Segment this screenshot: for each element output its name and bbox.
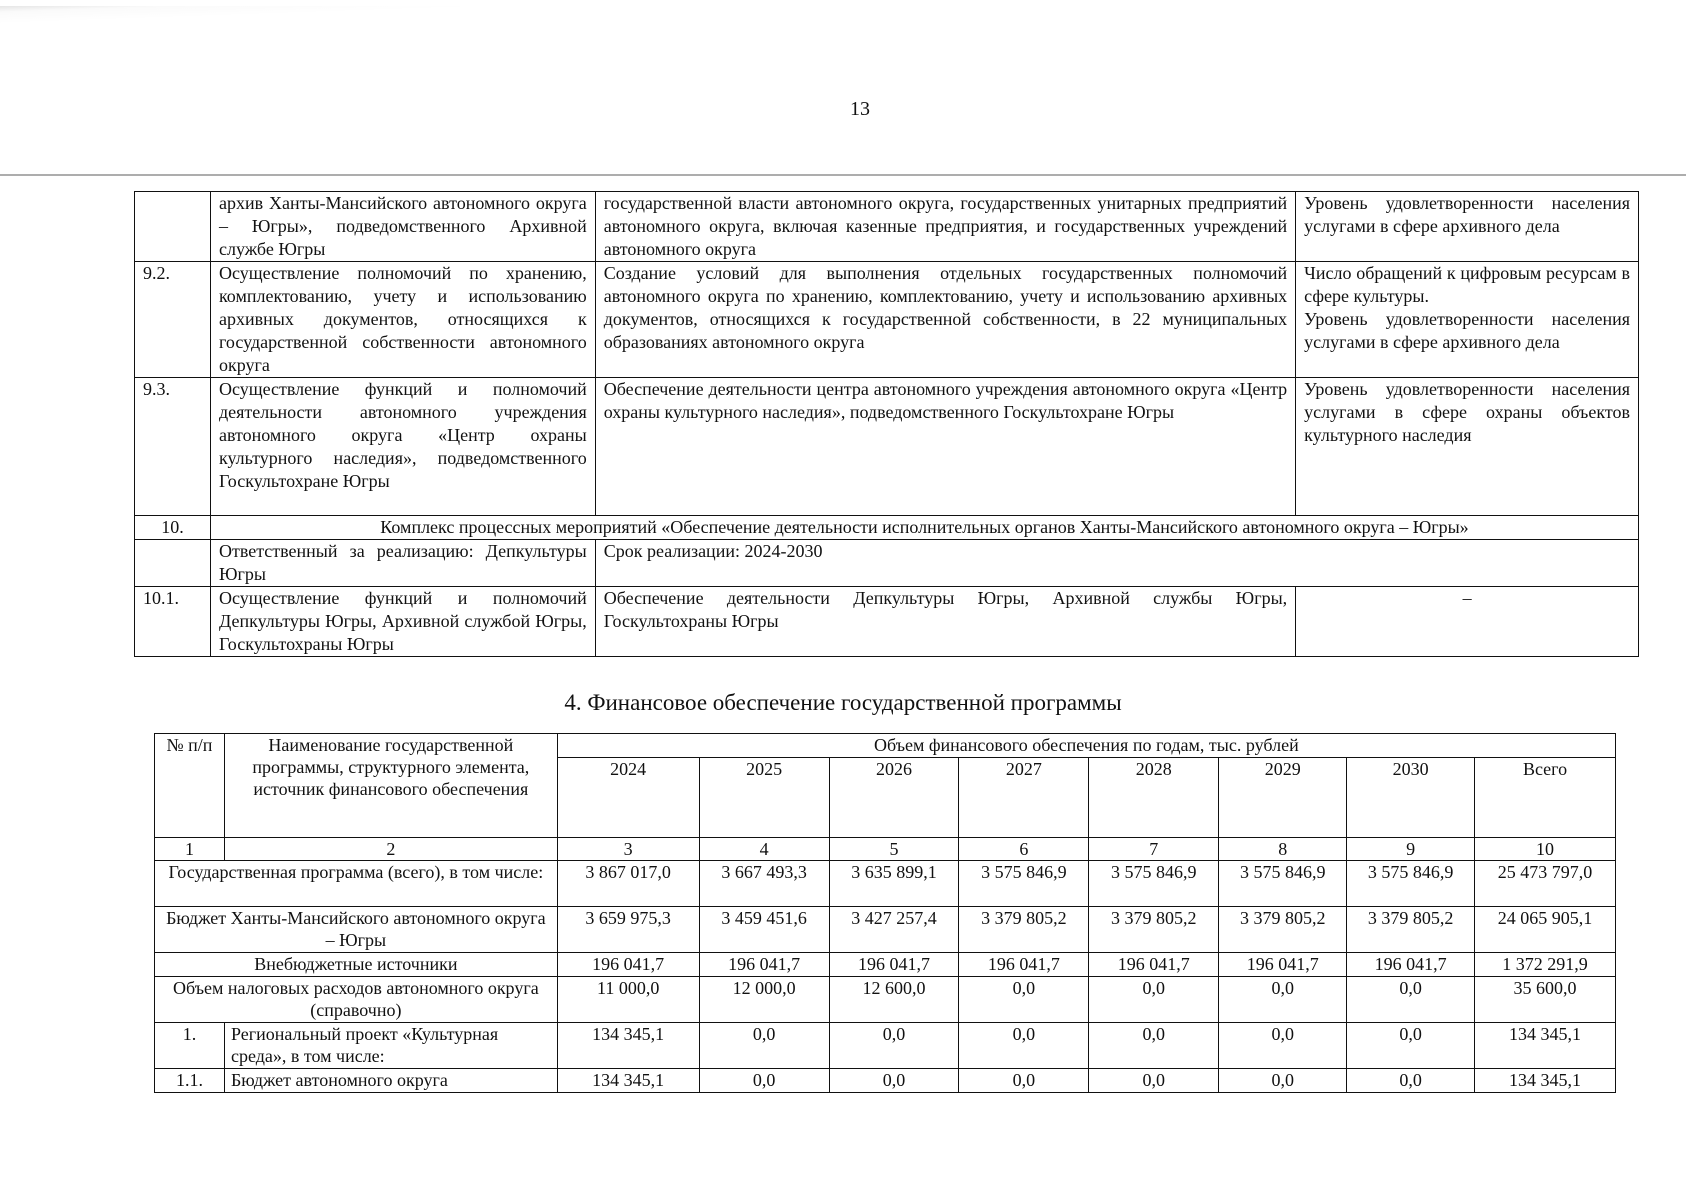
row-value: 12 000,0 bbox=[699, 977, 829, 1023]
page-number: 13 bbox=[850, 98, 870, 120]
header-num: № п/п bbox=[155, 734, 225, 838]
row-value: 196 041,7 bbox=[1347, 953, 1475, 977]
row-value: 0,0 bbox=[1219, 1023, 1347, 1069]
row-value: 3 427 257,4 bbox=[829, 907, 959, 953]
row-number: 9.2. bbox=[135, 262, 211, 378]
scan-crease-line bbox=[0, 174, 1686, 176]
table-row bbox=[155, 907, 1616, 953]
table-row-complex bbox=[135, 516, 1639, 540]
implementation-period: Срок реализации: 2024-2030 bbox=[595, 540, 1638, 587]
header-year: 2029 bbox=[1219, 758, 1347, 838]
header-volume: Объем финансового обеспечения по годам, тыс. рублей bbox=[557, 734, 1615, 758]
header-year: 2027 bbox=[959, 758, 1089, 838]
row-name: Бюджет Ханты-Мансийского автономного округа – Югры bbox=[155, 907, 558, 953]
table-row bbox=[135, 192, 1639, 262]
indicator-line: Число обращений к цифровым ресурсам в сфере культуры. bbox=[1304, 263, 1630, 306]
col-number: 10 bbox=[1475, 838, 1616, 861]
row-value: 3 867 017,0 bbox=[557, 861, 699, 907]
row-value: 3 459 451,6 bbox=[699, 907, 829, 953]
col-number: 6 bbox=[959, 838, 1089, 861]
col-number: 1 bbox=[155, 838, 225, 861]
row-value: 0,0 bbox=[699, 1023, 829, 1069]
row-value: 3 379 805,2 bbox=[1219, 907, 1347, 953]
header-year: 2024 bbox=[557, 758, 699, 838]
col-number: 9 bbox=[1347, 838, 1475, 861]
row-value: 3 659 975,3 bbox=[557, 907, 699, 953]
header-year: 2025 bbox=[699, 758, 829, 838]
row-value: 0,0 bbox=[1219, 977, 1347, 1023]
row-number bbox=[135, 192, 211, 262]
row-total: 24 065 905,1 bbox=[1475, 907, 1616, 953]
row-value: 0,0 bbox=[959, 1023, 1089, 1069]
header-total: Всего bbox=[1475, 758, 1616, 838]
finance-table bbox=[154, 733, 1616, 1093]
activity-name: архив Ханты-Мансийского автономного округа – Югры», подведомственного Архивной службе Югры bbox=[210, 192, 595, 262]
row-value: 3 575 846,9 bbox=[1089, 861, 1219, 907]
row-value: 0,0 bbox=[1219, 1069, 1347, 1093]
row-name: Объем налоговых расходов автономного округа (справочно) bbox=[155, 977, 558, 1023]
activity-name: Осуществление функций и полномочий Депкультуры Югры, Архивной службой Югры, Госкультохраны Югры bbox=[210, 587, 595, 657]
table-row bbox=[155, 1023, 1616, 1069]
col-number: 5 bbox=[829, 838, 959, 861]
table-row bbox=[135, 587, 1639, 657]
activity-name: Осуществление полномочий по хранению, комплектованию, учету и использованию архивных документов, относящихся к государственной собственности автономного округа bbox=[210, 262, 595, 378]
col-number: 2 bbox=[224, 838, 557, 861]
row-total: 1 372 291,9 bbox=[1475, 953, 1616, 977]
activity-indicator bbox=[1296, 262, 1639, 378]
header-year: 2028 bbox=[1089, 758, 1219, 838]
activities-table bbox=[134, 191, 1639, 657]
header-name: Наименование государственной программы, структурного элемента, источник финансового обеспечения bbox=[224, 734, 557, 838]
empty-cell bbox=[135, 540, 211, 587]
col-number: 4 bbox=[699, 838, 829, 861]
table-row bbox=[155, 977, 1616, 1023]
row-number: 1. bbox=[155, 1023, 225, 1069]
row-value: 196 041,7 bbox=[699, 953, 829, 977]
col-number: 3 bbox=[557, 838, 699, 861]
row-value: 11 000,0 bbox=[557, 977, 699, 1023]
row-value: 196 041,7 bbox=[829, 953, 959, 977]
row-value: 0,0 bbox=[1089, 977, 1219, 1023]
row-number: 9.3. bbox=[135, 378, 211, 516]
row-value: 3 575 846,9 bbox=[959, 861, 1089, 907]
row-value: 3 575 846,9 bbox=[1219, 861, 1347, 907]
indicator-line: Уровень удовлетворенности населения услугами в сфере архивного дела bbox=[1304, 309, 1630, 352]
activity-description: Обеспечение деятельности Депкультуры Югры, Архивной службы Югры, Госкультохраны Югры bbox=[595, 587, 1295, 657]
header-year: 2030 bbox=[1347, 758, 1475, 838]
header-year: 2026 bbox=[829, 758, 959, 838]
section-title: 4. Финансовое обеспечение государственной программы bbox=[564, 690, 1122, 715]
row-number: 1.1. bbox=[155, 1069, 225, 1093]
row-value: 0,0 bbox=[1089, 1069, 1219, 1093]
col-number: 8 bbox=[1219, 838, 1347, 861]
row-value: 3 667 493,3 bbox=[699, 861, 829, 907]
row-number: 10.1. bbox=[135, 587, 211, 657]
row-value: 0,0 bbox=[1347, 1069, 1475, 1093]
row-value: 196 041,7 bbox=[1089, 953, 1219, 977]
activity-description: Обеспечение деятельности центра автономного учреждения автономного округа «Центр охраны культурного наследия», подведомственного Госкультохране Югры bbox=[595, 378, 1295, 516]
row-value: 196 041,7 bbox=[557, 953, 699, 977]
activity-name: Осуществление функций и полномочий деятельности автономного учреждения автономного округа «Центр охраны культурного наследия», подведомственного Госкультохране Югры bbox=[210, 378, 595, 516]
row-value: 0,0 bbox=[959, 1069, 1089, 1093]
activity-indicator: – bbox=[1296, 587, 1639, 657]
row-value: 0,0 bbox=[829, 1023, 959, 1069]
row-value: 0,0 bbox=[1347, 1023, 1475, 1069]
row-value: 0,0 bbox=[699, 1069, 829, 1093]
col-number: 7 bbox=[1089, 838, 1219, 861]
row-value: 0,0 bbox=[1089, 1023, 1219, 1069]
row-name: Региональный проект «Культурная среда», в том числе: bbox=[224, 1023, 557, 1069]
row-value: 196 041,7 bbox=[959, 953, 1089, 977]
table-row bbox=[135, 378, 1639, 516]
row-name: Внебюджетные источники bbox=[155, 953, 558, 977]
row-value: 3 635 899,1 bbox=[829, 861, 959, 907]
row-total: 134 345,1 bbox=[1475, 1069, 1616, 1093]
row-value: 3 575 846,9 bbox=[1347, 861, 1475, 907]
activity-indicator: Уровень удовлетворенности населения услугами в сфере архивного дела bbox=[1296, 192, 1639, 262]
column-numbers-row bbox=[155, 838, 1616, 861]
scan-edge-shadow bbox=[0, 6, 1686, 42]
row-value: 0,0 bbox=[959, 977, 1089, 1023]
activity-description: Создание условий для выполнения отдельных государственных полномочий автономного округа по хранению, комплектованию, учету и использованию архивных документов, относящихся к государственной собственности, в 22 муниципальных образованиях автономного округа bbox=[595, 262, 1295, 378]
table-row bbox=[155, 1069, 1616, 1093]
row-total: 35 600,0 bbox=[1475, 977, 1616, 1023]
row-value: 3 379 805,2 bbox=[1089, 907, 1219, 953]
responsible: Ответственный за реализацию: Депкультуры Югры bbox=[210, 540, 595, 587]
activity-indicator: Уровень удовлетворенности населения услугами в сфере охраны объектов культурного наследия bbox=[1296, 378, 1639, 516]
row-name: Государственная программа (всего), в том числе: bbox=[155, 861, 558, 907]
header-row bbox=[155, 734, 1616, 758]
table-row bbox=[135, 262, 1639, 378]
row-total: 134 345,1 bbox=[1475, 1023, 1616, 1069]
row-value: 3 379 805,2 bbox=[1347, 907, 1475, 953]
row-value: 0,0 bbox=[1347, 977, 1475, 1023]
row-value: 3 379 805,2 bbox=[959, 907, 1089, 953]
row-value: 134 345,1 bbox=[557, 1069, 699, 1093]
row-value: 0,0 bbox=[829, 1069, 959, 1093]
row-value: 196 041,7 bbox=[1219, 953, 1347, 977]
table-row-responsible bbox=[135, 540, 1639, 587]
activity-description: государственной власти автономного округа, государственных унитарных предприятий автономного округа, включая казенные предприятия, и государственных учреждений автономного округа bbox=[595, 192, 1295, 262]
table-row bbox=[155, 953, 1616, 977]
row-value: 12 600,0 bbox=[829, 977, 959, 1023]
row-name: Бюджет автономного округа bbox=[224, 1069, 557, 1093]
row-number: 10. bbox=[135, 516, 211, 540]
table-row bbox=[155, 861, 1616, 907]
complex-title: Комплекс процессных мероприятий «Обеспечение деятельности исполнительных органов Ханты-Мансийского автономного округа – Югры» bbox=[210, 516, 1638, 540]
row-value: 134 345,1 bbox=[557, 1023, 699, 1069]
row-total: 25 473 797,0 bbox=[1475, 861, 1616, 907]
